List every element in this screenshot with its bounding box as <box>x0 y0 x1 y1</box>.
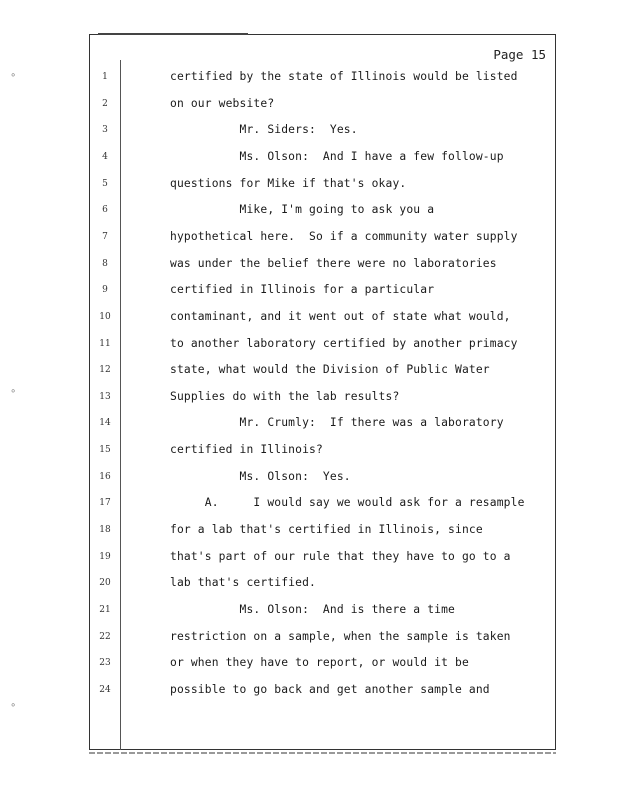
transcript-line: Ms. Olson: And is there a time <box>170 603 456 616</box>
line-number: 13 <box>99 392 111 402</box>
transcript-line: Ms. Olson: Yes. <box>170 470 351 483</box>
transcript-line: possible to go back and get another sample and <box>170 683 490 696</box>
line-number: 8 <box>102 259 108 269</box>
line-number: 21 <box>99 605 111 615</box>
transcript-line: hypothetical here. So if a community water supply <box>170 230 518 243</box>
line-number: 11 <box>99 339 111 349</box>
transcript-line: Mr. Crumly: If there was a laboratory <box>170 416 504 429</box>
line-number: 17 <box>99 498 111 508</box>
line-number: 22 <box>99 632 111 642</box>
transcript-line: A. I would say we would ask for a resample <box>170 496 525 509</box>
line-number: 1 <box>102 72 108 82</box>
transcript-line: or when they have to report, or would it be <box>170 656 469 669</box>
transcript-line: to another laboratory certified by another primacy <box>170 337 518 350</box>
transcript-line: certified in Illinois? <box>170 443 323 456</box>
transcript-line: questions for Mike if that's okay. <box>170 177 407 190</box>
line-number: 19 <box>99 552 111 562</box>
transcript-line: contaminant, and it went out of state what would, <box>170 310 511 323</box>
line-number: 20 <box>99 578 111 588</box>
transcript-line: on our website? <box>170 97 275 110</box>
line-number: 9 <box>102 285 108 295</box>
transcript-line: certified in Illinois for a particular <box>170 283 435 296</box>
page-number: Page 15 <box>493 47 546 62</box>
margin-mark: ∘ <box>10 386 17 397</box>
transcript-line: Ms. Olson: And I have a few follow-up <box>170 150 504 163</box>
line-number: 5 <box>102 179 108 189</box>
line-number: 3 <box>102 125 108 135</box>
scan-artifact-bottom <box>89 752 556 754</box>
transcript-line: Mike, I'm going to ask you a <box>170 203 435 216</box>
line-number: 6 <box>102 205 108 215</box>
line-number: 15 <box>99 445 111 455</box>
transcript-line: certified by the state of Illinois would be listed <box>170 70 518 83</box>
line-number: 12 <box>99 365 111 375</box>
transcript-line: that's part of our rule that they have to go to a <box>170 550 511 563</box>
transcript-line: Supplies do with the lab results? <box>170 390 400 403</box>
line-number: 24 <box>99 685 111 695</box>
line-number: 4 <box>102 152 108 162</box>
line-number: 7 <box>102 232 108 242</box>
transcript-line: was under the belief there were no laboratories <box>170 257 497 270</box>
transcript-line: restriction on a sample, when the sample is taken <box>170 630 511 643</box>
transcript-line: lab that's certified. <box>170 576 316 589</box>
line-number: 10 <box>99 312 111 322</box>
line-number: 23 <box>99 658 111 668</box>
scan-artifact-top <box>98 33 248 35</box>
line-number: 2 <box>102 99 108 109</box>
line-number-rule <box>120 60 121 750</box>
transcript-line: for a lab that's certified in Illinois, since <box>170 523 483 536</box>
margin-mark: ∘ <box>10 70 17 81</box>
margin-mark: ∘ <box>10 700 17 711</box>
transcript-line: Mr. Siders: Yes. <box>170 123 358 136</box>
transcript-line: state, what would the Division of Public Water <box>170 363 490 376</box>
line-number: 18 <box>99 525 111 535</box>
line-number: 16 <box>99 472 111 482</box>
line-number: 14 <box>99 418 111 428</box>
